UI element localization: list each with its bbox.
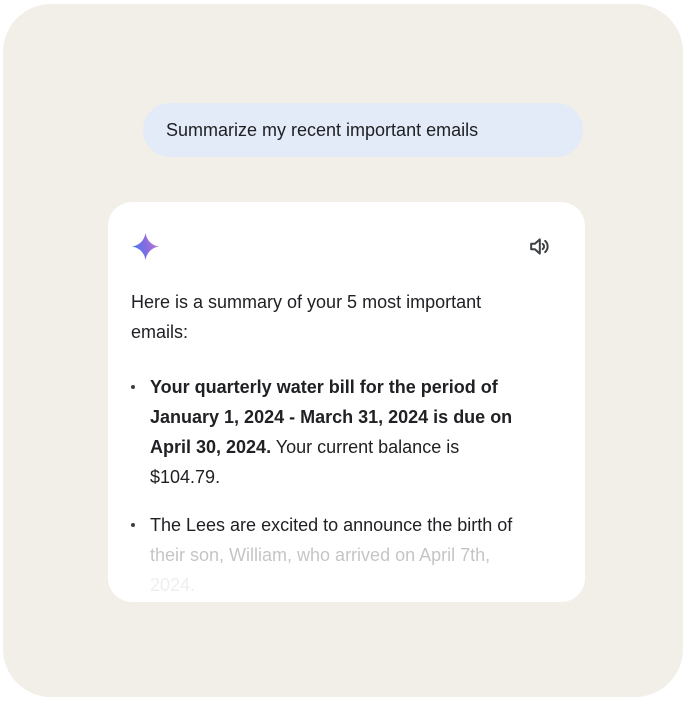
bullet-text-bold: April 30, 2024. [150, 437, 272, 457]
bullet-item [131, 510, 585, 600]
intro-line-1: Here is a summary of your 5 most important [131, 292, 482, 312]
volume-icon [527, 234, 552, 259]
intro-line-2: emails: [131, 322, 189, 342]
bullet-text-line [150, 570, 512, 600]
bullet-text-line [150, 510, 512, 540]
bullet-text-line [150, 402, 512, 432]
user-message-bubble [143, 103, 583, 157]
bullet-marker [131, 510, 150, 600]
card-header [108, 202, 585, 261]
bullet-text-regular: The Lees are excited to announce the birth of [150, 515, 513, 535]
summary-intro [108, 287, 585, 347]
bullet-text-line [150, 372, 512, 402]
bullet-text-regular: $104.79. [150, 467, 221, 487]
bullet-text [150, 372, 512, 492]
bullet-text-regular: 2024. [150, 575, 196, 595]
bullet-marker [131, 372, 150, 492]
bullet-text-line [150, 462, 512, 492]
bullet-text-bold: January 1, 2024 - March 31, 2024 is due on [150, 407, 513, 427]
app-background [3, 4, 683, 697]
bullet-text-regular: Your current balance is [271, 437, 460, 457]
assistant-response-card [108, 202, 585, 602]
bullet-text-line [150, 540, 512, 570]
speaker-button[interactable] [526, 234, 552, 260]
bullet-text-regular: their son, William, who arrived on April 7th, [150, 545, 491, 565]
bullet-text [150, 510, 512, 600]
bullet-item [131, 372, 585, 492]
bullet-text-line [150, 432, 512, 462]
bullet-text-bold: Your quarterly water bill for the period of [150, 377, 498, 397]
email-summary-list [108, 372, 585, 600]
user-message-text: Summarize my recent important emails [166, 119, 479, 140]
gemini-sparkle-icon [131, 232, 160, 261]
